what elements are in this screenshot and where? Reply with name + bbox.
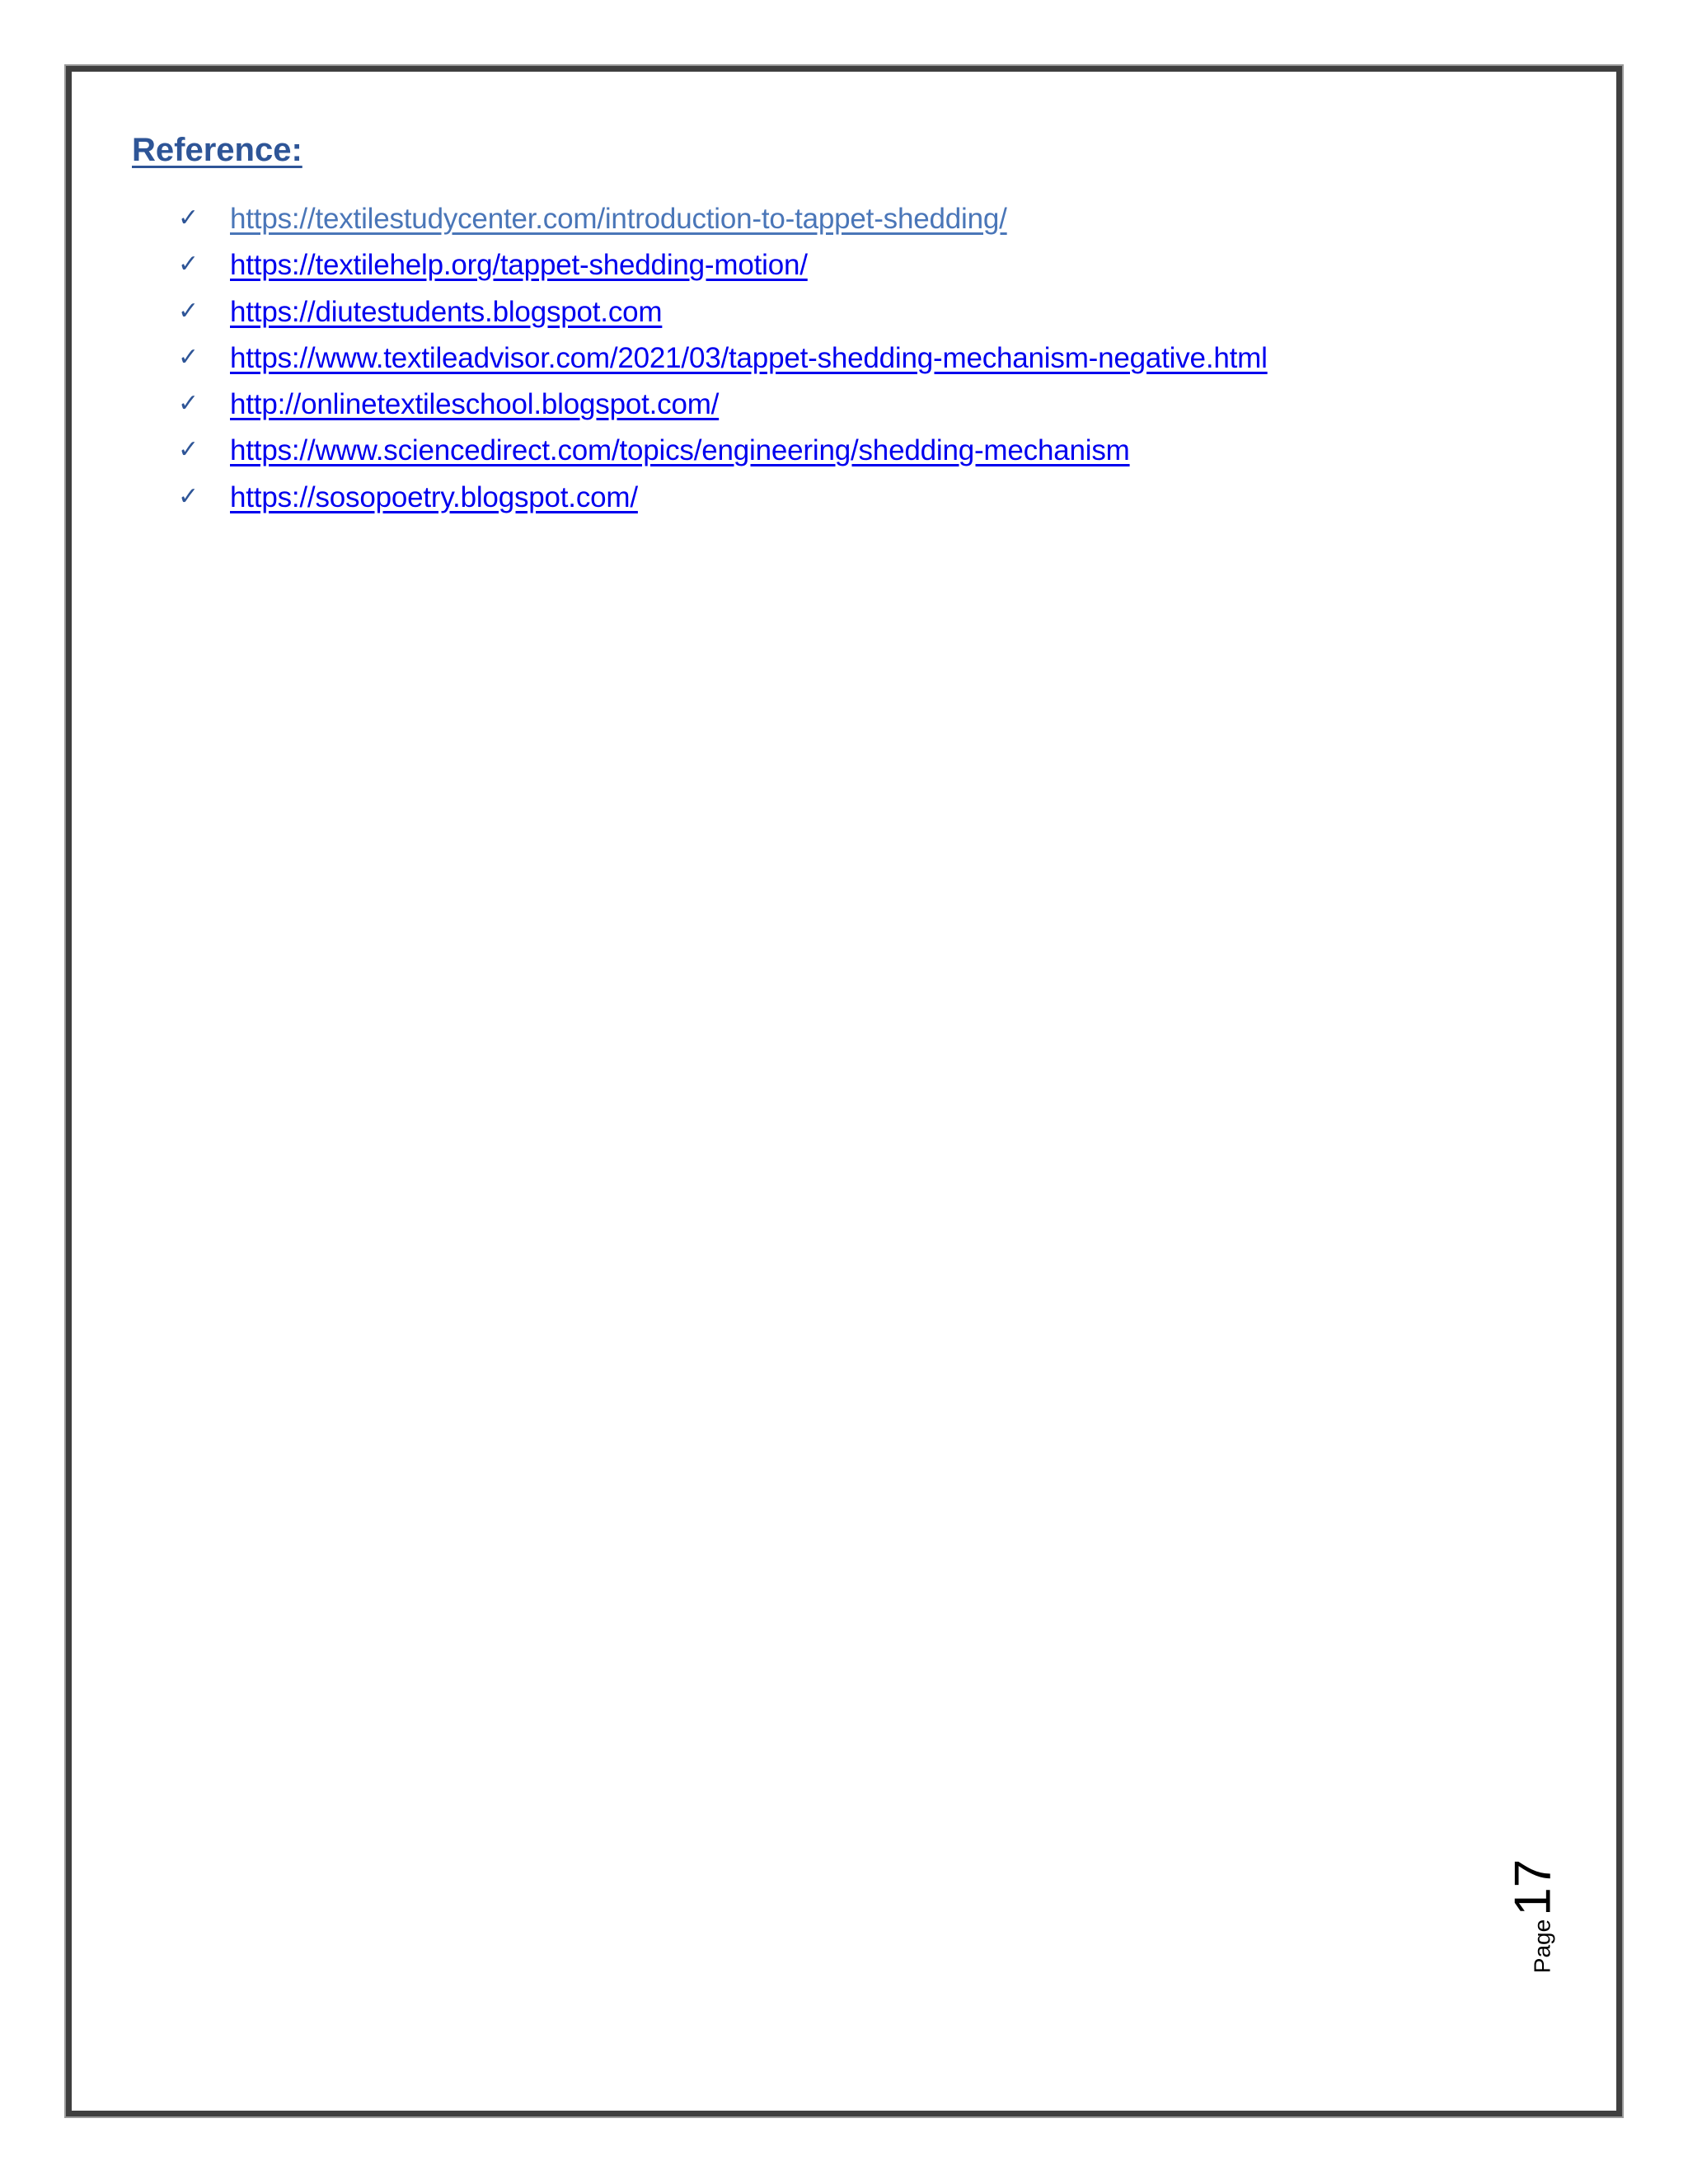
checkmark-icon: ✓ [178, 342, 199, 372]
reference-link-6[interactable]: https://www.sciencedirect.com/topics/engineering/shedding-mechanism [230, 434, 1130, 467]
checkmark-icon: ✓ [178, 481, 199, 511]
checkmark-icon: ✓ [178, 435, 199, 465]
reference-link-3[interactable]: https://diutestudents.blogspot.com [230, 295, 663, 328]
reference-link-5[interactable]: http://onlinetextileschool.blogspot.com/ [230, 388, 720, 421]
checkmark-icon: ✓ [178, 296, 199, 326]
reference-link-4[interactable]: https://www.textileadvisor.com/2021/03/tappet-shedding-mechanism-negative.html [230, 341, 1268, 374]
page-number-footer [1504, 1846, 1562, 1986]
checkmark-icon: ✓ [178, 389, 199, 419]
reference-link-2[interactable]: https://textilehelp.org/tappet-shedding-motion/ [230, 249, 808, 282]
page-number: 17 [1504, 1858, 1562, 1916]
reference-link-7[interactable]: https://sosopoetry.blogspot.com/ [230, 480, 638, 513]
checkmark-icon: ✓ [178, 250, 199, 279]
page-label: Page [1529, 1919, 1555, 1974]
reference-link-1[interactable]: https://textilestudycenter.com/introduction-to-tappet-shedding/ [230, 203, 1007, 235]
checkmark-icon: ✓ [178, 204, 199, 232]
reference-heading: Reference: [132, 132, 302, 168]
